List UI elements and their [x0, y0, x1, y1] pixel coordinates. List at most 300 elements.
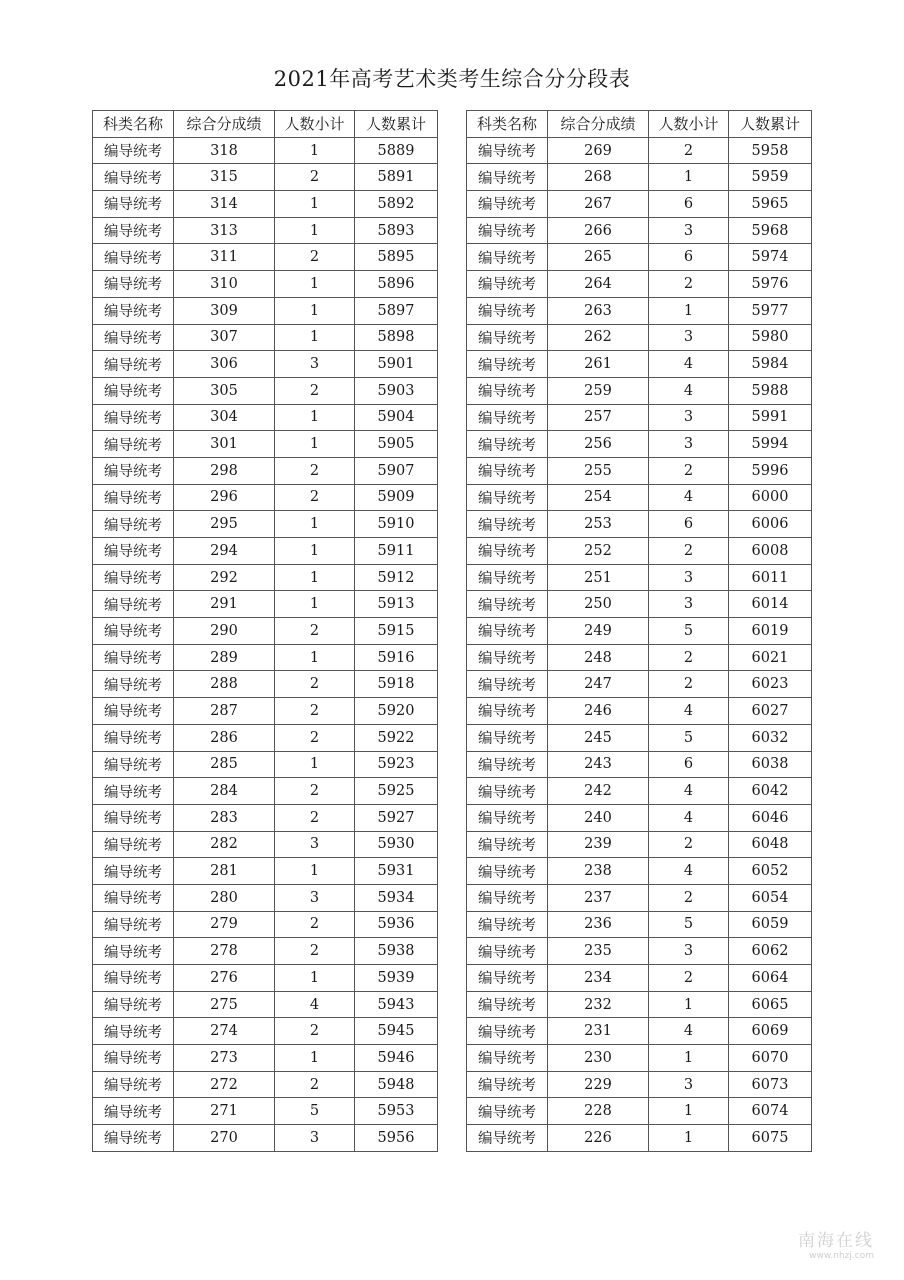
- cell-category: 编导统考: [93, 164, 174, 191]
- cell-cumulative: 6070: [729, 1045, 812, 1072]
- cell-category: 编导统考: [93, 431, 174, 458]
- cell-cumulative: 5976: [729, 271, 812, 298]
- cell-cumulative: 5901: [355, 351, 438, 378]
- cell-count: 2: [275, 698, 355, 725]
- cell-count: 1: [649, 164, 729, 191]
- cell-category: 编导统考: [467, 911, 548, 938]
- cell-category: 编导统考: [467, 778, 548, 805]
- table-row: [93, 217, 438, 244]
- header-category: 科类名称: [93, 111, 174, 138]
- cell-count: 2: [275, 164, 355, 191]
- cell-category: 编导统考: [93, 1125, 174, 1152]
- cell-category: 编导统考: [93, 938, 174, 965]
- cell-category: 编导统考: [93, 217, 174, 244]
- cell-cumulative: 5893: [355, 217, 438, 244]
- cell-cumulative: 5918: [355, 671, 438, 698]
- header-cumulative: 人数累计: [729, 111, 812, 138]
- cell-score: 285: [174, 751, 275, 778]
- cell-category: 编导统考: [467, 484, 548, 511]
- table-row: [93, 778, 438, 805]
- cell-category: 编导统考: [93, 698, 174, 725]
- cell-category: 编导统考: [93, 591, 174, 618]
- cell-count: 1: [275, 965, 355, 992]
- header-category: 科类名称: [467, 111, 548, 138]
- cell-score: 245: [548, 724, 649, 751]
- cell-count: 1: [275, 564, 355, 591]
- cell-cumulative: 5938: [355, 938, 438, 965]
- table-row: [93, 404, 438, 431]
- cell-cumulative: 6048: [729, 831, 812, 858]
- cell-cumulative: 6042: [729, 778, 812, 805]
- table-row: [467, 1018, 812, 1045]
- cell-score: 313: [174, 217, 275, 244]
- cell-score: 310: [174, 271, 275, 298]
- cell-score: 231: [548, 1018, 649, 1045]
- table-row: [467, 217, 812, 244]
- cell-score: 259: [548, 377, 649, 404]
- cell-count: 4: [649, 698, 729, 725]
- cell-count: 3: [649, 1071, 729, 1098]
- cell-count: 1: [275, 271, 355, 298]
- cell-category: 编导统考: [93, 297, 174, 324]
- cell-category: 编导统考: [467, 591, 548, 618]
- table-row: [93, 351, 438, 378]
- table-row: [93, 884, 438, 911]
- cell-category: 编导统考: [467, 271, 548, 298]
- cell-score: 261: [548, 351, 649, 378]
- cell-cumulative: 6065: [729, 991, 812, 1018]
- table-row: [467, 297, 812, 324]
- cell-count: 3: [275, 1125, 355, 1152]
- cell-count: 1: [649, 1098, 729, 1125]
- cell-cumulative: 5959: [729, 164, 812, 191]
- cell-count: 3: [649, 404, 729, 431]
- cell-cumulative: 5946: [355, 1045, 438, 1072]
- cell-cumulative: 5916: [355, 644, 438, 671]
- table-row: [93, 965, 438, 992]
- cell-cumulative: 5945: [355, 1018, 438, 1045]
- cell-count: 5: [649, 618, 729, 645]
- table-row: [93, 484, 438, 511]
- cell-count: 1: [275, 404, 355, 431]
- cell-score: 254: [548, 484, 649, 511]
- cell-cumulative: 6064: [729, 965, 812, 992]
- cell-count: 2: [275, 724, 355, 751]
- cell-score: 234: [548, 965, 649, 992]
- table-row: [467, 1125, 812, 1152]
- cell-count: 2: [649, 137, 729, 164]
- table-row: [93, 564, 438, 591]
- cell-count: 6: [649, 751, 729, 778]
- cell-cumulative: 5889: [355, 137, 438, 164]
- cell-count: 3: [275, 351, 355, 378]
- cell-cumulative: 5903: [355, 377, 438, 404]
- cell-score: 280: [174, 884, 275, 911]
- cell-score: 279: [174, 911, 275, 938]
- cell-count: 2: [275, 618, 355, 645]
- table-row: [93, 1098, 438, 1125]
- cell-category: 编导统考: [93, 618, 174, 645]
- cell-cumulative: 6008: [729, 538, 812, 565]
- table-row: [467, 724, 812, 751]
- cell-count: 1: [275, 324, 355, 351]
- cell-cumulative: 5896: [355, 271, 438, 298]
- cell-cumulative: 6062: [729, 938, 812, 965]
- cell-cumulative: 6019: [729, 618, 812, 645]
- table-row: [93, 538, 438, 565]
- cell-score: 278: [174, 938, 275, 965]
- cell-cumulative: 5907: [355, 457, 438, 484]
- cell-count: 4: [275, 991, 355, 1018]
- cell-score: 263: [548, 297, 649, 324]
- cell-category: 编导统考: [467, 351, 548, 378]
- cell-category: 编导统考: [467, 538, 548, 565]
- table-row: [93, 938, 438, 965]
- cell-category: 编导统考: [467, 324, 548, 351]
- cell-category: 编导统考: [467, 965, 548, 992]
- cell-score: 268: [548, 164, 649, 191]
- cell-score: 305: [174, 377, 275, 404]
- cell-category: 编导统考: [467, 297, 548, 324]
- cell-count: 2: [275, 377, 355, 404]
- cell-cumulative: 6046: [729, 804, 812, 831]
- table-row: [467, 191, 812, 218]
- cell-score: 306: [174, 351, 275, 378]
- cell-cumulative: 5991: [729, 404, 812, 431]
- cell-count: 3: [275, 831, 355, 858]
- cell-count: 2: [649, 538, 729, 565]
- table-row: [467, 965, 812, 992]
- cell-category: 编导统考: [467, 1125, 548, 1152]
- table-row: [467, 751, 812, 778]
- table-row: [467, 1071, 812, 1098]
- cell-cumulative: 5984: [729, 351, 812, 378]
- cell-count: 1: [649, 991, 729, 1018]
- table-row: [467, 457, 812, 484]
- cell-score: 304: [174, 404, 275, 431]
- table-row: [93, 297, 438, 324]
- cell-cumulative: 5948: [355, 1071, 438, 1098]
- cell-score: 246: [548, 698, 649, 725]
- table-row: [467, 351, 812, 378]
- cell-cumulative: 5920: [355, 698, 438, 725]
- cell-category: 编导统考: [467, 884, 548, 911]
- cell-score: 243: [548, 751, 649, 778]
- cell-score: 287: [174, 698, 275, 725]
- table-row: [93, 618, 438, 645]
- header-row: [467, 111, 812, 138]
- cell-score: 265: [548, 244, 649, 271]
- cell-count: 3: [649, 324, 729, 351]
- cell-category: 编导统考: [93, 564, 174, 591]
- cell-score: 255: [548, 457, 649, 484]
- cell-count: 1: [275, 591, 355, 618]
- cell-score: 289: [174, 644, 275, 671]
- cell-count: 2: [649, 644, 729, 671]
- cell-count: 1: [275, 191, 355, 218]
- cell-count: 4: [649, 351, 729, 378]
- table-row: [93, 911, 438, 938]
- table-row: [467, 137, 812, 164]
- table-row: [467, 1045, 812, 1072]
- cell-cumulative: 5943: [355, 991, 438, 1018]
- table-row: [93, 698, 438, 725]
- cell-category: 编导统考: [93, 457, 174, 484]
- table-row: [467, 618, 812, 645]
- cell-category: 编导统考: [467, 991, 548, 1018]
- cell-score: 283: [174, 804, 275, 831]
- cell-count: 5: [275, 1098, 355, 1125]
- cell-cumulative: 5953: [355, 1098, 438, 1125]
- cell-cumulative: 6054: [729, 884, 812, 911]
- cell-cumulative: 6000: [729, 484, 812, 511]
- cell-score: 238: [548, 858, 649, 885]
- cell-cumulative: 5909: [355, 484, 438, 511]
- cell-category: 编导统考: [93, 1045, 174, 1072]
- cell-category: 编导统考: [467, 191, 548, 218]
- cell-count: 2: [275, 457, 355, 484]
- cell-category: 编导统考: [467, 671, 548, 698]
- cell-cumulative: 5931: [355, 858, 438, 885]
- cell-category: 编导统考: [467, 431, 548, 458]
- cell-cumulative: 6069: [729, 1018, 812, 1045]
- table-row: [93, 511, 438, 538]
- cell-count: 4: [649, 377, 729, 404]
- cell-cumulative: 5994: [729, 431, 812, 458]
- cell-count: 4: [649, 858, 729, 885]
- table-row: [467, 564, 812, 591]
- cell-score: 269: [548, 137, 649, 164]
- cell-category: 编导统考: [467, 618, 548, 645]
- cell-cumulative: 5922: [355, 724, 438, 751]
- cell-score: 235: [548, 938, 649, 965]
- cell-score: 315: [174, 164, 275, 191]
- cell-score: 232: [548, 991, 649, 1018]
- cell-score: 252: [548, 538, 649, 565]
- table-row: [93, 244, 438, 271]
- cell-score: 273: [174, 1045, 275, 1072]
- cell-count: 6: [649, 191, 729, 218]
- table-row: [467, 698, 812, 725]
- cell-score: 248: [548, 644, 649, 671]
- table-row: [467, 271, 812, 298]
- watermark: [798, 1231, 874, 1264]
- cell-category: 编导统考: [93, 1071, 174, 1098]
- cell-cumulative: 5958: [729, 137, 812, 164]
- cell-category: 编导统考: [467, 1018, 548, 1045]
- table-row: [93, 377, 438, 404]
- cell-score: 272: [174, 1071, 275, 1098]
- cell-count: 2: [275, 778, 355, 805]
- cell-score: 314: [174, 191, 275, 218]
- cell-category: 编导统考: [93, 858, 174, 885]
- cell-cumulative: 5930: [355, 831, 438, 858]
- cell-category: 编导统考: [93, 1018, 174, 1045]
- table-row: [467, 324, 812, 351]
- cell-count: 1: [275, 644, 355, 671]
- table-row: [467, 804, 812, 831]
- cell-score: 240: [548, 804, 649, 831]
- cell-category: 编导统考: [467, 804, 548, 831]
- cell-score: 282: [174, 831, 275, 858]
- cell-category: 编导统考: [93, 484, 174, 511]
- cell-cumulative: 5996: [729, 457, 812, 484]
- table-row: [467, 591, 812, 618]
- header-count: 人数小计: [649, 111, 729, 138]
- cell-count: 2: [275, 804, 355, 831]
- cell-score: 239: [548, 831, 649, 858]
- cell-score: 266: [548, 217, 649, 244]
- cell-count: 1: [275, 511, 355, 538]
- cell-count: 2: [275, 244, 355, 271]
- table-row: [467, 538, 812, 565]
- cell-category: 编导统考: [467, 938, 548, 965]
- cell-count: 4: [649, 778, 729, 805]
- cell-cumulative: 6032: [729, 724, 812, 751]
- cell-category: 编导统考: [93, 377, 174, 404]
- cell-score: 264: [548, 271, 649, 298]
- cell-cumulative: 5956: [355, 1125, 438, 1152]
- cell-score: 226: [548, 1125, 649, 1152]
- cell-count: 2: [649, 271, 729, 298]
- table-row: [93, 191, 438, 218]
- header-score: 综合分成绩: [548, 111, 649, 138]
- cell-cumulative: 5895: [355, 244, 438, 271]
- cell-score: 298: [174, 457, 275, 484]
- cell-category: 编导统考: [467, 564, 548, 591]
- cell-category: 编导统考: [467, 217, 548, 244]
- cell-count: 1: [649, 1125, 729, 1152]
- table-row: [93, 751, 438, 778]
- cell-count: 6: [649, 511, 729, 538]
- cell-category: 编导统考: [93, 511, 174, 538]
- cell-score: 267: [548, 191, 649, 218]
- cell-score: 228: [548, 1098, 649, 1125]
- cell-category: 编导统考: [93, 991, 174, 1018]
- cell-category: 编导统考: [93, 965, 174, 992]
- cell-category: 编导统考: [93, 751, 174, 778]
- cell-count: 2: [649, 457, 729, 484]
- cell-category: 编导统考: [467, 1098, 548, 1125]
- table-row: [93, 431, 438, 458]
- table-row: [93, 137, 438, 164]
- table-row: [93, 644, 438, 671]
- table-row: [467, 991, 812, 1018]
- cell-score: 262: [548, 324, 649, 351]
- cell-cumulative: 5977: [729, 297, 812, 324]
- cell-score: 271: [174, 1098, 275, 1125]
- table-row: [467, 911, 812, 938]
- table-row: [467, 377, 812, 404]
- cell-count: 5: [649, 724, 729, 751]
- cell-category: 编导统考: [93, 831, 174, 858]
- cell-cumulative: 5968: [729, 217, 812, 244]
- cell-score: 286: [174, 724, 275, 751]
- cell-cumulative: 5988: [729, 377, 812, 404]
- table-row: [93, 164, 438, 191]
- cell-category: 编导统考: [467, 457, 548, 484]
- cell-cumulative: 5915: [355, 618, 438, 645]
- cell-count: 3: [649, 938, 729, 965]
- cell-category: 编导统考: [93, 778, 174, 805]
- cell-cumulative: 5925: [355, 778, 438, 805]
- cell-score: 307: [174, 324, 275, 351]
- header-count: 人数小计: [275, 111, 355, 138]
- cell-score: 250: [548, 591, 649, 618]
- cell-category: 编导统考: [467, 1045, 548, 1072]
- cell-category: 编导统考: [467, 751, 548, 778]
- cell-cumulative: 6021: [729, 644, 812, 671]
- header-cumulative: 人数累计: [355, 111, 438, 138]
- cell-cumulative: 6075: [729, 1125, 812, 1152]
- cell-score: 276: [174, 965, 275, 992]
- table-row: [467, 164, 812, 191]
- cell-score: 229: [548, 1071, 649, 1098]
- table-row: [467, 858, 812, 885]
- table-row: [93, 831, 438, 858]
- cell-category: 编导统考: [93, 724, 174, 751]
- watermark-logo: 南海在线: [798, 1231, 874, 1251]
- cell-score: 275: [174, 991, 275, 1018]
- cell-count: 3: [649, 431, 729, 458]
- score-table-right: [466, 110, 812, 1152]
- cell-category: 编导统考: [467, 1071, 548, 1098]
- cell-category: 编导统考: [467, 511, 548, 538]
- table-row: [467, 644, 812, 671]
- cell-count: 2: [275, 1071, 355, 1098]
- cell-category: 编导统考: [93, 644, 174, 671]
- score-table-left: [92, 110, 438, 1152]
- cell-score: 311: [174, 244, 275, 271]
- cell-count: 1: [275, 137, 355, 164]
- cell-score: 270: [174, 1125, 275, 1152]
- cell-cumulative: 6023: [729, 671, 812, 698]
- table-row: [467, 244, 812, 271]
- cell-count: 2: [275, 484, 355, 511]
- cell-cumulative: 6073: [729, 1071, 812, 1098]
- table-row: [93, 324, 438, 351]
- cell-cumulative: 6006: [729, 511, 812, 538]
- cell-cumulative: 5939: [355, 965, 438, 992]
- cell-score: 288: [174, 671, 275, 698]
- cell-cumulative: 6038: [729, 751, 812, 778]
- table-row: [467, 1098, 812, 1125]
- table-row: [467, 404, 812, 431]
- table-row: [467, 671, 812, 698]
- cell-score: 294: [174, 538, 275, 565]
- cell-count: 2: [649, 884, 729, 911]
- cell-score: 249: [548, 618, 649, 645]
- cell-cumulative: 6011: [729, 564, 812, 591]
- cell-cumulative: 5898: [355, 324, 438, 351]
- cell-category: 编导统考: [93, 884, 174, 911]
- cell-count: 5: [649, 911, 729, 938]
- cell-count: 1: [275, 1045, 355, 1072]
- cell-category: 编导统考: [93, 191, 174, 218]
- cell-count: 1: [275, 217, 355, 244]
- cell-cumulative: 5974: [729, 244, 812, 271]
- cell-category: 编导统考: [93, 324, 174, 351]
- cell-score: 292: [174, 564, 275, 591]
- cell-count: 1: [275, 431, 355, 458]
- table-row: [467, 484, 812, 511]
- cell-cumulative: 5980: [729, 324, 812, 351]
- cell-score: 251: [548, 564, 649, 591]
- cell-cumulative: 6059: [729, 911, 812, 938]
- cell-count: 2: [649, 671, 729, 698]
- cell-cumulative: 5913: [355, 591, 438, 618]
- table-row: [93, 457, 438, 484]
